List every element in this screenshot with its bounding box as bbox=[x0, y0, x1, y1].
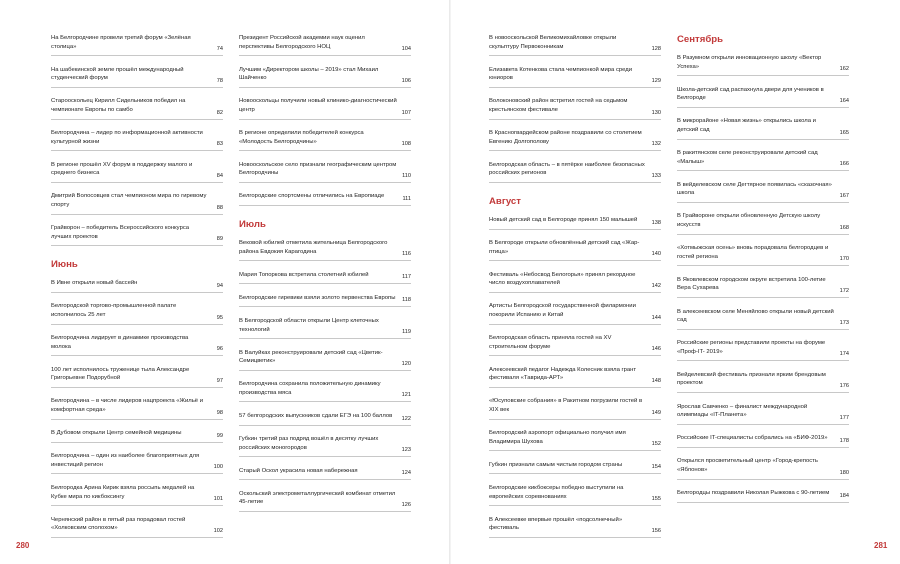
toc-entry-title: В Дубовом открыли Центр семейной медицины bbox=[51, 430, 182, 437]
section-heading: Июль bbox=[239, 219, 266, 231]
toc-entry-title: Российские регионы представили проекты на форуме «Проф-IT- 2019» bbox=[677, 340, 826, 355]
page-gutter bbox=[449, 0, 451, 564]
toc-entry-page: 121 bbox=[401, 392, 411, 399]
toc-entry[interactable] bbox=[489, 129, 661, 151]
toc-entry[interactable] bbox=[489, 334, 661, 356]
toc-entry-title: В микрорайоне «Новая жизнь» открылись школа и детский сад bbox=[677, 118, 816, 133]
toc-entry-page: 170 bbox=[839, 256, 849, 263]
toc-entry-page: 126 bbox=[401, 502, 411, 509]
toc-entry[interactable] bbox=[239, 294, 411, 308]
toc-entry-title: Волоконовский район встретил гостей на седьмом крестьянском фестивале bbox=[489, 98, 628, 113]
toc-entry-page: 78 bbox=[216, 77, 223, 84]
toc-entry[interactable] bbox=[51, 484, 223, 506]
toc-entry-title: В ракитянском селе реконструировали детский сад «Малыш» bbox=[677, 150, 818, 165]
toc-entry[interactable] bbox=[239, 129, 411, 151]
toc-entry-title: В новооскольской Великомихайловке открыли скульптуру Первоконникам bbox=[489, 35, 617, 50]
toc-entry-title: В Белгородской области открыли Центр клеточных технологий bbox=[239, 317, 379, 333]
toc-entry[interactable] bbox=[51, 452, 223, 474]
toc-entry-title: 57 белгородских выпускников сдали ЕГЭ на 100 баллов bbox=[239, 412, 393, 419]
toc-entry[interactable] bbox=[239, 34, 411, 56]
toc-entry-title: Дмитрий Волосовцев стал чемпионом мира по гиревому спорту bbox=[51, 193, 207, 209]
toc-entry-title: Белгородские гиревики взяли золото первенства Европы bbox=[239, 294, 396, 301]
toc-entry[interactable] bbox=[51, 161, 223, 183]
toc-entry-page: 123 bbox=[401, 447, 411, 454]
toc-entry-page: 133 bbox=[651, 172, 661, 179]
toc-entry[interactable] bbox=[489, 216, 661, 230]
toc-entry-page: 74 bbox=[216, 46, 223, 53]
toc-entry-title: Оскольский электрометаллургический комбинат отметил 45-летие bbox=[239, 490, 396, 506]
toc-entry-page: 156 bbox=[651, 527, 661, 534]
toc-entry-title: В регионе прошёл XV форум в поддержку малого и среднего бизнеса bbox=[51, 161, 193, 177]
toc-entry-page: 155 bbox=[651, 496, 661, 503]
toc-entry-title: Российские IT-специалисты собрались на «БИФ-2019» bbox=[677, 435, 828, 442]
toc-entry[interactable] bbox=[51, 279, 223, 293]
toc-entry[interactable] bbox=[239, 192, 411, 206]
toc-entry[interactable] bbox=[51, 429, 223, 443]
toc-entry-page: 120 bbox=[401, 360, 411, 367]
toc-entry[interactable] bbox=[677, 149, 849, 171]
toc-entry[interactable] bbox=[239, 271, 411, 285]
toc-entry[interactable] bbox=[51, 397, 223, 419]
toc-entry-title: Лучшим «Директором школы – 2019» стал Михаил Шайченко bbox=[239, 66, 379, 82]
toc-entry[interactable] bbox=[489, 516, 661, 538]
toc-entry[interactable] bbox=[51, 66, 223, 88]
toc-entry[interactable] bbox=[239, 380, 411, 402]
toc-entry-page: 130 bbox=[651, 109, 661, 116]
toc-entry-page: 117 bbox=[402, 274, 411, 281]
toc-entry[interactable] bbox=[51, 366, 223, 388]
toc-entry-title: В Ивне открыли новый бассейн bbox=[51, 280, 138, 287]
toc-entry-page: 129 bbox=[651, 77, 661, 84]
toc-entry-page: 102 bbox=[213, 527, 223, 534]
toc-entry-title: Белгородская область – в пятёрке наиболее безопасных российских регионов bbox=[489, 161, 645, 177]
toc-entry-title: Елизавета Котенкова стала чемпионкой мира среди юниоров bbox=[489, 66, 633, 82]
page-number-right: 281 bbox=[874, 541, 888, 550]
toc-entry[interactable] bbox=[677, 54, 849, 76]
toc-entry-page: 104 bbox=[401, 46, 411, 53]
toc-entry[interactable] bbox=[677, 276, 849, 298]
toc-entry[interactable] bbox=[677, 181, 849, 203]
toc-entry-title: Белгородские кикбоксеры победно выступили на европейских соревнованиях bbox=[489, 484, 624, 500]
toc-entry[interactable] bbox=[489, 302, 661, 324]
toc-entry-page: 162 bbox=[839, 66, 849, 73]
toc-entry-title: Белгородчина – один из наиболее благоприятных для инвестиций регион bbox=[51, 453, 200, 468]
toc-entry-title: Губкин третий раз подряд вошёл в десятку лучших российских моногородов bbox=[239, 436, 379, 451]
toc-entry-page: 177 bbox=[839, 414, 849, 421]
toc-entry[interactable] bbox=[239, 239, 411, 261]
toc-entry-title: На Белгородчине провели третий форум «Зелёная столица» bbox=[51, 35, 191, 50]
toc-entry-title: Ярослав Савченко – финалист международной олимпиады «IT-Планета» bbox=[677, 403, 808, 419]
toc-entry-page: 98 bbox=[216, 409, 223, 416]
toc-entry-page: 176 bbox=[839, 383, 849, 390]
toc-entry[interactable] bbox=[677, 212, 849, 234]
section-heading: Сентябрь bbox=[677, 34, 724, 45]
toc-entry-page: 173 bbox=[839, 319, 849, 326]
toc-entry-page: 152 bbox=[651, 441, 661, 448]
toc-entry[interactable] bbox=[677, 489, 849, 503]
toc-entry-title: Белгородские спортсмены отличились на Европиаде bbox=[239, 193, 385, 200]
toc-entry-page: 108 bbox=[401, 141, 411, 148]
toc-entry-title: Белгородчина – лидер по информационной активности культурной жизни bbox=[51, 130, 203, 145]
toc-entry-page: 107 bbox=[401, 109, 411, 116]
toc-entry-title: Фестиваль «Небосвод Белогорья» принял рекордное число воздухоплавателей bbox=[489, 271, 636, 287]
toc-entry[interactable] bbox=[239, 467, 411, 481]
toc-entry-page: 88 bbox=[216, 204, 223, 211]
toc-entry-title: Новооскольцы получили новый клинико-диагностический центр bbox=[239, 98, 397, 113]
toc-entry-title: Открылся просветительный центр «Город-крепость «Яблонов» bbox=[677, 458, 818, 473]
toc-entry-page: 89 bbox=[216, 236, 223, 243]
toc-entry-title: Артисты Белгородской государственной филармонии покорили Испанию и Китай bbox=[489, 303, 636, 318]
toc-entry-title: В Грайвороне открыли обновленную Детскую школу искусств bbox=[677, 213, 821, 229]
toc-entry-page: 178 bbox=[839, 437, 849, 444]
toc-entry-title: Белгородчина сохранила положительную динамику производства мяса bbox=[239, 381, 381, 396]
toc-entry-title: В алексеевском селе Меняйлово открыли новый детский сад bbox=[677, 308, 834, 324]
toc-entry-title: В Белгороде открыли обновлённый детский сад «Жар-птица» bbox=[489, 240, 640, 255]
toc-column-2 bbox=[239, 34, 411, 522]
toc-entry-page: 94 bbox=[216, 282, 223, 289]
toc-entry-page: 124 bbox=[401, 470, 411, 477]
toc-entry-page: 174 bbox=[839, 351, 849, 358]
toc-entry[interactable] bbox=[677, 434, 849, 448]
toc-entry[interactable] bbox=[239, 317, 411, 339]
toc-entry-page: 167 bbox=[839, 192, 849, 199]
toc-entry-title: Белгородцы поздравили Николая Рыжкова с 90-летием bbox=[677, 490, 830, 497]
toc-entry-title: Вековой юбилей отметила жительница Белгородского района Евдокия Карагодина bbox=[239, 240, 388, 255]
toc-entry-page: 184 bbox=[839, 492, 849, 499]
toc-entry-title: 100 лет исполнилось труженице тыла Александре Григорьевне Подорубной bbox=[51, 366, 190, 382]
toc-entry[interactable] bbox=[489, 429, 661, 451]
toc-entry-page: 180 bbox=[839, 469, 849, 476]
toc-entry[interactable] bbox=[239, 161, 411, 183]
toc-entry-title: Белгородчина – в числе лидеров нацпроекта «Жильё и комфортная среда» bbox=[51, 398, 203, 414]
toc-entry-title: В Разумном открыли инновационную школу «Вектор Успеха» bbox=[677, 55, 822, 70]
toc-entry-page: 166 bbox=[839, 161, 849, 168]
toc-entry[interactable] bbox=[51, 97, 223, 119]
toc-entry-title: В Алексеевке впервые прошёл «подсолнечный» фестиваль bbox=[489, 516, 623, 532]
section-heading: Август bbox=[489, 195, 521, 207]
toc-entry-page: 138 bbox=[651, 219, 661, 226]
toc-entry[interactable] bbox=[677, 308, 849, 330]
toc-entry-title: В Красногвардейском районе поздравили со столетием Евгению Долгополову bbox=[489, 130, 642, 145]
toc-entry-title: Новооскольское село признали географическим центром Белгородчины bbox=[239, 161, 397, 177]
toc-entry-page: 99 bbox=[216, 432, 223, 439]
toc-entry-title: Чернянский район в пятый раз порадовал гостей «Холковским сполохом» bbox=[51, 516, 186, 532]
section-heading: Июнь bbox=[51, 259, 78, 271]
toc-entry-title: Старый Оскол украсила новая набережная bbox=[239, 467, 358, 474]
toc-entry-page: 83 bbox=[216, 141, 223, 148]
toc-entry[interactable] bbox=[677, 244, 849, 266]
toc-entry[interactable] bbox=[239, 66, 411, 88]
toc-entry[interactable] bbox=[239, 97, 411, 119]
toc-entry-title: Вейделевский фестиваль признали ярким брендовым проектом bbox=[677, 371, 826, 387]
toc-entry-title: На шабекинской земле прошёл международный студенческий форум bbox=[51, 66, 184, 82]
toc-entry-title: Алексеевский педагог Надежда Колесник взяла грант фестиваля «Таврида-АРТ» bbox=[489, 366, 637, 382]
toc-entry-title: В вейделевском селе Дегтярное появилась «сказочная» школа bbox=[677, 181, 832, 197]
toc-entry-page: 96 bbox=[216, 346, 223, 353]
toc-entry-title: Грайворон – победитель Всероссийского конкурса лучших проектов bbox=[51, 225, 190, 240]
toc-entry-page: 128 bbox=[651, 46, 661, 53]
toc-entry[interactable] bbox=[489, 366, 661, 388]
toc-entry-page: 116 bbox=[402, 251, 411, 258]
toc-entry-page: 154 bbox=[651, 464, 661, 471]
toc-entry[interactable] bbox=[51, 224, 223, 246]
toc-column-3 bbox=[489, 34, 661, 547]
toc-entry-title: Мария Топоркова встретила столетний юбилей bbox=[239, 271, 369, 278]
toc-entry[interactable] bbox=[489, 397, 661, 419]
toc-entry-page: 168 bbox=[839, 224, 849, 231]
toc-entry[interactable] bbox=[239, 349, 411, 371]
toc-entry[interactable] bbox=[489, 239, 661, 261]
toc-column-1 bbox=[51, 34, 223, 547]
toc-entry-title: Президент Российской академии наук оценил перспективы Белгородского НОЦ bbox=[239, 35, 365, 50]
toc-entry-page: 140 bbox=[651, 251, 661, 258]
toc-entry-page: 95 bbox=[216, 314, 223, 321]
toc-entry[interactable] bbox=[51, 334, 223, 356]
toc-entry-page: 132 bbox=[651, 141, 661, 148]
toc-entry[interactable] bbox=[51, 34, 223, 56]
toc-entry-page: 142 bbox=[651, 282, 661, 289]
toc-entry[interactable] bbox=[51, 516, 223, 538]
toc-entry-title: «Хотмыжская осень» вновь порадовала белгородцев и гостей региона bbox=[677, 245, 829, 260]
toc-entry-title: Белгородка Арина Кирик взяла россыпь медалей на Кубке мира по кикбоксингу bbox=[51, 484, 195, 500]
toc-entry-title: Белгородчина лидирует в динамике производства молока bbox=[51, 335, 189, 350]
toc-entry[interactable] bbox=[51, 129, 223, 151]
toc-entry-title: Губкин признали самым чистым городом страны bbox=[489, 461, 623, 468]
toc-entry-page: 84 bbox=[216, 172, 223, 179]
toc-entry[interactable] bbox=[677, 371, 849, 393]
toc-entry[interactable] bbox=[239, 435, 411, 457]
toc-entry-title: Школа-детский сад распахнула двери для учеников в Белгороде bbox=[677, 86, 824, 102]
toc-entry-title: В Валуйках реконструировали детский сад «Цветик-Семицветик» bbox=[239, 349, 383, 365]
toc-entry-page: 97 bbox=[216, 377, 223, 384]
toc-entry[interactable] bbox=[677, 339, 849, 361]
toc-entry-page: 100 bbox=[213, 464, 223, 471]
toc-entry[interactable] bbox=[489, 97, 661, 119]
toc-column-4 bbox=[677, 34, 849, 512]
toc-entry[interactable] bbox=[239, 412, 411, 426]
toc-entry[interactable] bbox=[489, 461, 661, 475]
toc-entry-page: 111 bbox=[402, 196, 411, 203]
toc-entry-title: Белгородской торгово-промышленной палате исполнилось 25 лет bbox=[51, 303, 177, 318]
toc-entry[interactable] bbox=[677, 403, 849, 425]
toc-entry-title: Белгородский аэропорт официально получил имя Владимира Шухова bbox=[489, 430, 626, 445]
toc-entry[interactable] bbox=[239, 490, 411, 512]
toc-entry-page: 82 bbox=[216, 109, 223, 116]
toc-entry-page: 144 bbox=[651, 314, 661, 321]
page-number-left: 280 bbox=[16, 541, 30, 550]
toc-entry[interactable] bbox=[489, 271, 661, 293]
toc-entry-page: 172 bbox=[839, 288, 849, 294]
toc-entry-page: 164 bbox=[839, 97, 849, 104]
toc-entry[interactable] bbox=[51, 192, 223, 214]
toc-entry[interactable] bbox=[677, 86, 849, 108]
toc-entry-title: Старооскольец Кирилл Сидельников победил на чемпионате Европы по самбо bbox=[51, 98, 186, 113]
toc-entry[interactable] bbox=[489, 161, 661, 183]
toc-entry-page: 149 bbox=[651, 409, 661, 416]
toc-entry-title: В регионе определили победителей конкурса «Молодость Белгородчины» bbox=[239, 130, 364, 145]
toc-entry-title: В Яковлевском городском округе встретила 100-летие Вера Сухарева bbox=[677, 276, 826, 292]
toc-entry-page: 148 bbox=[651, 377, 661, 384]
toc-entry[interactable] bbox=[489, 484, 661, 506]
toc-entry-title: Белгородская область приняла гостей на XV строительном форуме bbox=[489, 335, 612, 350]
toc-entry-page: 122 bbox=[401, 415, 411, 422]
toc-entry-page: 165 bbox=[839, 129, 849, 136]
toc-entry[interactable] bbox=[677, 457, 849, 479]
toc-entry-page: 101 bbox=[213, 496, 223, 503]
toc-entry-page: 110 bbox=[402, 172, 411, 179]
toc-entry-page: 106 bbox=[401, 77, 411, 84]
toc-entry-title: «Юсуповские собрания» в Ракитном погрузили гостей в XIX век bbox=[489, 398, 643, 414]
toc-entry[interactable] bbox=[51, 302, 223, 324]
toc-entry-title: Новый детский сад в Белгороде принял 150 малышей bbox=[489, 216, 638, 223]
toc-entry-page: 146 bbox=[651, 346, 661, 353]
toc-entry-page: 118 bbox=[402, 297, 411, 304]
toc-entry-page: 119 bbox=[402, 329, 411, 336]
toc-entry[interactable] bbox=[489, 34, 661, 56]
toc-entry[interactable] bbox=[489, 66, 661, 88]
toc-entry[interactable] bbox=[677, 117, 849, 139]
